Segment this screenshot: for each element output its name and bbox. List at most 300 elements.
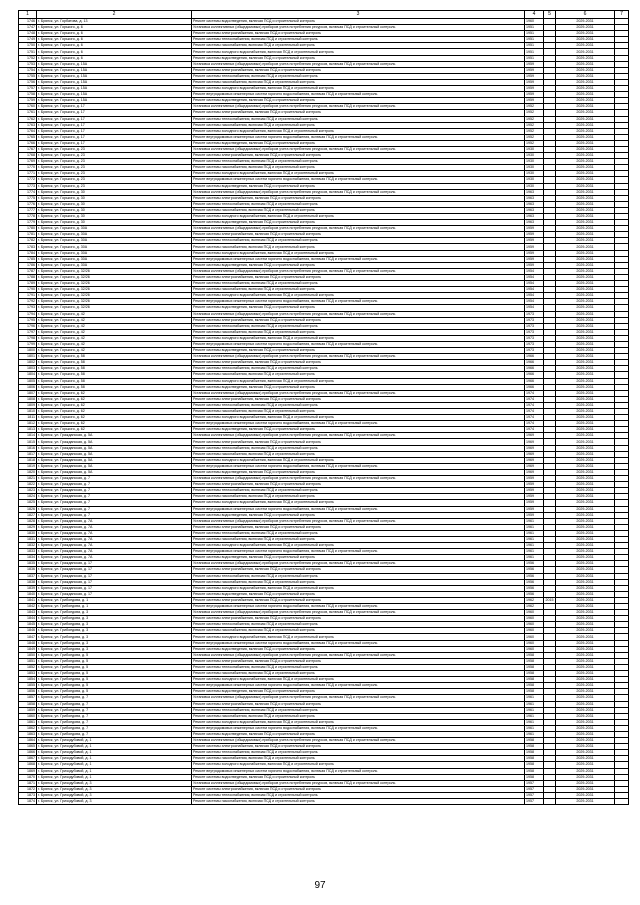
year-built-cell: 1973 bbox=[525, 329, 544, 335]
planned-period-cell: 2029-2031 bbox=[556, 140, 615, 146]
address-cell: г. Брянск, ул. Горького, д. 23 bbox=[37, 171, 192, 177]
address-cell: г. Брянск, ул. Грибоедова, д. 3 bbox=[37, 610, 192, 616]
row-number-cell: 1784 bbox=[19, 250, 37, 256]
planned-period-cell: 2029-2031 bbox=[556, 476, 615, 482]
work-type-cell: Ремонт системы газоснабжения, включая ПСД и строительный контроль bbox=[192, 799, 525, 805]
work-type-cell: Ремонт внутридомовых инженерных систем горячего водоснабжения, включая ПСД и строительный контроль bbox=[192, 463, 525, 469]
planned-period-cell: 2029-2031 bbox=[556, 31, 615, 37]
address-cell: г. Брянск, ул. Горького, д. 32/26 bbox=[37, 305, 192, 311]
row-number-cell: 1827 bbox=[19, 512, 37, 518]
year-built-cell: 1958 bbox=[525, 744, 544, 750]
planned-period-cell: 2029-2031 bbox=[556, 731, 615, 737]
work-type-cell: Установка коллективных (общедомовых) приборов учета потребления ресурсов, включая ПСД и строительный контроль bbox=[192, 146, 525, 152]
planned-period-cell: 2029-2031 bbox=[556, 262, 615, 268]
row-number-cell: 1872 bbox=[19, 786, 37, 792]
planned-period-cell: 2029-2031 bbox=[556, 469, 615, 475]
address-cell: г. Брянск, ул. Горького, д. 30А bbox=[37, 244, 192, 250]
work-type-cell: Ремонт системы теплоснабжения, включая ПСД и строительный контроль bbox=[192, 73, 525, 79]
address-cell: г. Брянск, ул. Гражданская, д. 5А bbox=[37, 451, 192, 457]
planned-period-cell: 2029-2031 bbox=[556, 451, 615, 457]
planned-period-cell: 2029-2031 bbox=[556, 640, 615, 646]
work-type-cell: Ремонт системы холодного водоснабжения, включая ПСД и строительный контроль bbox=[192, 762, 525, 768]
address-cell: г. Брянск, ул. Гражданская, д. 17 bbox=[37, 579, 192, 585]
column-header-6: 6 bbox=[556, 11, 615, 19]
planned-period-cell: 2029-2031 bbox=[556, 482, 615, 488]
planned-period-cell: 2029-2031 bbox=[556, 725, 615, 731]
work-type-cell: Ремонт системы газоснабжения, включая ПСД и строительный контроль bbox=[192, 451, 525, 457]
work-type-cell: Установка коллективных (общедомовых) приборов учета потребления ресурсов, включая ПСД и строительный контроль bbox=[192, 476, 525, 482]
work-type-cell: Ремонт системы газоснабжения, включая ПСД и строительный контроль bbox=[192, 628, 525, 634]
planned-period-cell: 2029-2031 bbox=[556, 98, 615, 104]
year-built-cell: 1956 bbox=[525, 591, 544, 597]
address-cell: г. Брянск, ул. Грибоедова, д. 7 bbox=[37, 695, 192, 701]
year-built-cell: 1959 bbox=[525, 262, 544, 268]
year-built-cell: 1959 bbox=[525, 494, 544, 500]
work-type-cell: Ремонт системы газоснабжения, включая ПСД и строительный контроль bbox=[192, 536, 525, 542]
work-type-cell: Ремонт системы электроснабжения, включая ПСД и строительный контроль bbox=[192, 195, 525, 201]
planned-period-cell: 2029-2031 bbox=[556, 384, 615, 390]
address-cell: г. Брянск, ул. Грибоедова, д. 7 bbox=[37, 719, 192, 725]
work-type-cell: Ремонт системы водоотведения, включая ПСД и строительный контроль bbox=[192, 591, 525, 597]
year-built-cell: 1952 bbox=[525, 128, 544, 134]
address-cell: г. Брянск, ул. Гризодубовой, д. 1 bbox=[37, 768, 192, 774]
work-type-cell: Ремонт системы водоотведения, включая ПСД и строительный контроль bbox=[192, 220, 525, 226]
planned-period-cell: 2029-2031 bbox=[556, 591, 615, 597]
row-number-cell: 1802 bbox=[19, 360, 37, 366]
planned-period-cell: 2029-2031 bbox=[556, 165, 615, 171]
year-built-cell: 1958 bbox=[525, 750, 544, 756]
row-number-cell: 1779 bbox=[19, 220, 37, 226]
address-cell: г. Брянск, ул. Гражданская, д. 7 bbox=[37, 500, 192, 506]
row-number-cell: 1781 bbox=[19, 232, 37, 238]
work-type-cell: Ремонт системы холодного водоснабжения, включая ПСД и строительный контроль bbox=[192, 293, 525, 299]
work-type-cell: Ремонт системы водоотведения, включая ПСД и строительный контроль bbox=[192, 689, 525, 695]
row-number-cell: 1822 bbox=[19, 482, 37, 488]
work-type-cell: Ремонт системы теплоснабжения, включая ПСД и строительный контроль bbox=[192, 664, 525, 670]
row-number-cell: 1849 bbox=[19, 646, 37, 652]
address-cell: г. Брянск, ул. Горького, д. 42 bbox=[37, 317, 192, 323]
address-cell: г. Брянск, ул. Горького, д. 6 bbox=[37, 49, 192, 55]
planned-period-cell: 2029-2031 bbox=[556, 25, 615, 31]
work-type-cell: Ремонт системы теплоснабжения, включая ПСД и строительный контроль bbox=[192, 573, 525, 579]
row-number-cell: 1848 bbox=[19, 640, 37, 646]
planned-period-cell: 2029-2031 bbox=[556, 250, 615, 256]
year-built-cell: 1952 bbox=[525, 104, 544, 110]
year-built-cell: 1969 bbox=[525, 469, 544, 475]
work-type-cell: Ремонт внутридомовых инженерных систем горячего водоснабжения, включая ПСД и строительный контроль bbox=[192, 92, 525, 98]
address-cell: г. Брянск, ул. Гражданская, д. 7А bbox=[37, 530, 192, 536]
year-built-cell: 1961 bbox=[525, 707, 544, 713]
year-built-cell: 1966 bbox=[525, 372, 544, 378]
address-cell: г. Брянск, ул. Гражданская, д. 17 bbox=[37, 591, 192, 597]
year-built-cell: 1966 bbox=[525, 366, 544, 372]
work-type-cell: Установка коллективных (общедомовых) приборов учета потребления ресурсов, включая ПСД и строительный контроль bbox=[192, 610, 525, 616]
work-type-cell: Ремонт системы водоотведения, включая ПСД и строительный контроль bbox=[192, 98, 525, 104]
address-cell: г. Брянск, ул. Горького, д. 17 bbox=[37, 116, 192, 122]
row-number-cell: 1864 bbox=[19, 738, 37, 744]
work-type-cell: Ремонт системы газоснабжения, включая ПСД и строительный контроль bbox=[192, 244, 525, 250]
row-number-cell: 1815 bbox=[19, 439, 37, 445]
row-number-cell: 1789 bbox=[19, 281, 37, 287]
year-built-cell: 1958 bbox=[525, 762, 544, 768]
address-cell: г. Брянск, ул. Горького, д. 15А bbox=[37, 79, 192, 85]
work-type-cell: Ремонт внутридомовых инженерных систем горячего водоснабжения, включая ПСД и строительный контроль bbox=[192, 549, 525, 555]
row-number-cell: 1749 bbox=[19, 37, 37, 43]
work-type-cell: Ремонт системы холодного водоснабжения, включая ПСД и строительный контроль bbox=[192, 378, 525, 384]
work-type-cell: Ремонт внутридомовых инженерных систем горячего водоснабжения, включая ПСД и строительный контроль bbox=[192, 725, 525, 731]
year-built-cell: 1959 bbox=[525, 500, 544, 506]
work-type-cell: Ремонт системы электроснабжения, включая ПСД и строительный контроль bbox=[192, 567, 525, 573]
year-built-cell: 1966 bbox=[525, 354, 544, 360]
work-type-cell: Ремонт внутридомовых инженерных систем горячего водоснабжения, включая ПСД и строительный контроль bbox=[192, 604, 525, 610]
planned-period-cell: 2029-2031 bbox=[556, 116, 615, 122]
row-number-cell: 1782 bbox=[19, 238, 37, 244]
row-number-cell: 1821 bbox=[19, 476, 37, 482]
row-number-cell: 1798 bbox=[19, 335, 37, 341]
year-built-cell: 1961 bbox=[525, 725, 544, 731]
work-type-cell: Ремонт системы газоснабжения, включая ПСД и строительный контроль bbox=[192, 79, 525, 85]
planned-period-cell: 2029-2031 bbox=[556, 622, 615, 628]
address-cell: г. Брянск, ул. Горького, д. 6 bbox=[37, 43, 192, 49]
year-built-cell: 1959 bbox=[525, 250, 544, 256]
year-built-cell: 1956 bbox=[525, 579, 544, 585]
year-built-cell: 1961 bbox=[525, 530, 544, 536]
year-built-cell: 1959 bbox=[525, 86, 544, 92]
address-cell: г. Брянск, ул. Горького, д. 58 bbox=[37, 360, 192, 366]
address-cell: г. Брянск, ул. Грибоедова, д. 3 bbox=[37, 628, 192, 634]
work-type-cell: Установка коллективных (общедомовых) приборов учета потребления ресурсов, включая ПСД и строительный контроль bbox=[192, 738, 525, 744]
row-number-cell: 1823 bbox=[19, 488, 37, 494]
address-cell: г. Брянск, ул. Горького, д. 30 bbox=[37, 195, 192, 201]
row-number-cell: 1860 bbox=[19, 713, 37, 719]
work-type-cell: Ремонт внутридомовых инженерных систем горячего водоснабжения, включая ПСД и строительный контроль bbox=[192, 683, 525, 689]
address-cell: г. Брянск, ул. Гражданская, д. 5А bbox=[37, 433, 192, 439]
work-type-cell: Ремонт системы водоотведения, включая ПСД и строительный контроль bbox=[192, 646, 525, 652]
year-built-cell: 1958 bbox=[525, 768, 544, 774]
row-number-cell: 1830 bbox=[19, 530, 37, 536]
work-type-cell: Ремонт внутридомовых инженерных систем горячего водоснабжения, включая ПСД и строительный контроль bbox=[192, 134, 525, 140]
planned-period-cell: 2029-2031 bbox=[556, 293, 615, 299]
address-cell: г. Брянск, ул. Гризодубовой, д. 1 bbox=[37, 750, 192, 756]
row-number-cell: 1783 bbox=[19, 244, 37, 250]
planned-period-cell: 2029-2031 bbox=[556, 799, 615, 805]
work-type-cell: Ремонт системы водоотведения, включая ПСД и строительный контроль bbox=[192, 469, 525, 475]
row-number-cell: 1851 bbox=[19, 658, 37, 664]
row-number-cell: 1843 bbox=[19, 610, 37, 616]
year-built-cell: 1961 bbox=[525, 536, 544, 542]
year-built-cell: 1957 bbox=[525, 786, 544, 792]
planned-period-cell: 2029-2031 bbox=[556, 256, 615, 262]
work-type-cell: Ремонт системы теплоснабжения, включая ПСД и строительный контроль bbox=[192, 281, 525, 287]
work-type-cell: Установка коллективных (общедомовых) приборов учета потребления ресурсов, включая ПСД и строительный контроль bbox=[192, 104, 525, 110]
year-built-cell: 1954 bbox=[525, 287, 544, 293]
row-number-cell: 1842 bbox=[19, 604, 37, 610]
row-number-cell: 1799 bbox=[19, 341, 37, 347]
row-number-cell: 1847 bbox=[19, 634, 37, 640]
document-sheet bbox=[18, 10, 628, 805]
year-built-cell: 1960 bbox=[525, 640, 544, 646]
year-built-cell: 1957 bbox=[525, 799, 544, 805]
planned-period-cell: 2029-2031 bbox=[556, 159, 615, 165]
planned-period-cell: 2029-2031 bbox=[556, 378, 615, 384]
year-built-cell: 1961 bbox=[525, 731, 544, 737]
row-number-cell: 1846 bbox=[19, 628, 37, 634]
planned-period-cell: 2029-2031 bbox=[556, 750, 615, 756]
column-header-4: 4 bbox=[525, 11, 544, 19]
address-cell: г. Брянск, ул. Горького, д. 6 bbox=[37, 25, 192, 31]
planned-period-cell: 2029-2031 bbox=[556, 335, 615, 341]
year-built-cell: 1958 bbox=[525, 664, 544, 670]
address-cell: г. Брянск, ул. Гражданская, д. 5А bbox=[37, 469, 192, 475]
year-built-cell: 1969 bbox=[525, 433, 544, 439]
year-built-cell: 1973 bbox=[525, 311, 544, 317]
year-built-cell: 1961 bbox=[525, 713, 544, 719]
planned-period-cell: 2029-2031 bbox=[556, 524, 615, 530]
planned-period-cell: 2029-2031 bbox=[556, 67, 615, 73]
row-number-cell: 1767 bbox=[19, 146, 37, 152]
year-built-cell: 1973 bbox=[525, 323, 544, 329]
planned-period-cell: 2029-2031 bbox=[556, 226, 615, 232]
planned-period-cell: 2029-2031 bbox=[556, 360, 615, 366]
row-number-cell: 1773 bbox=[19, 183, 37, 189]
address-cell: г. Брянск, ул. Горького, д. 23 bbox=[37, 153, 192, 159]
column-header-2: 2 bbox=[37, 11, 192, 19]
work-type-cell: Ремонт системы водоотведения, включая ПСД и строительный контроль bbox=[192, 774, 525, 780]
work-type-cell: Ремонт системы газоснабжения, включая ПСД и строительный контроль bbox=[192, 756, 525, 762]
planned-period-cell: 2029-2031 bbox=[556, 610, 615, 616]
planned-period-cell: 2029-2031 bbox=[556, 543, 615, 549]
address-cell: г. Брянск, ул. Грибоедова, д. 7 bbox=[37, 731, 192, 737]
row-number-cell: 1768 bbox=[19, 153, 37, 159]
work-type-cell: Ремонт внутридомовых инженерных систем горячего водоснабжения, включая ПСД и строительный контроль bbox=[192, 341, 525, 347]
work-type-cell: Ремонт системы теплоснабжения, включая ПСД и строительный контроль bbox=[192, 402, 525, 408]
year-built-cell: 1959 bbox=[525, 256, 544, 262]
address-cell: г. Брянск, ул. Грибоедова, д. 1 bbox=[37, 604, 192, 610]
row-number-cell: 1763 bbox=[19, 122, 37, 128]
row-number-cell: 1828 bbox=[19, 518, 37, 524]
address-cell: г. Брянск, ул. Грибоедова, д. 7 bbox=[37, 713, 192, 719]
planned-period-cell: 2029-2031 bbox=[556, 396, 615, 402]
address-cell: г. Брянск, ул. Грибоедова, д. 5 bbox=[37, 652, 192, 658]
row-number-cell: 1780 bbox=[19, 226, 37, 232]
year-built-cell: 1958 bbox=[525, 671, 544, 677]
year-built-cell: 1962 bbox=[525, 597, 544, 603]
address-cell: г. Брянск, ул. Гражданская, д. 7 bbox=[37, 482, 192, 488]
planned-period-cell: 2029-2031 bbox=[556, 628, 615, 634]
row-number-cell: 1817 bbox=[19, 451, 37, 457]
address-cell: г. Брянск, ул. Горького, д. 17 bbox=[37, 134, 192, 140]
work-type-cell: Ремонт системы водоотведения, включая ПСД и строительный контроль bbox=[192, 55, 525, 61]
address-cell: г. Брянск, ул. Грибоедова, д. 1 bbox=[37, 597, 192, 603]
address-cell: г. Брянск, ул. Гражданская, д. 5А bbox=[37, 457, 192, 463]
row-number-cell: 1760 bbox=[19, 104, 37, 110]
work-type-cell: Ремонт системы газоснабжения, включая ПСД и строительный контроль bbox=[192, 165, 525, 171]
address-cell: г. Брянск, ул. Гражданская, д. 7А bbox=[37, 543, 192, 549]
row-number-cell: 1764 bbox=[19, 128, 37, 134]
row-number-cell: 1835 bbox=[19, 561, 37, 567]
work-type-cell: Ремонт системы теплоснабжения, включая ПСД и строительный контроль bbox=[192, 366, 525, 372]
planned-period-cell: 2029-2031 bbox=[556, 92, 615, 98]
planned-period-cell: 2029-2031 bbox=[556, 567, 615, 573]
row-number-cell: 1844 bbox=[19, 616, 37, 622]
year-built-cell: 1930 bbox=[525, 146, 544, 152]
row-number-cell: 1800 bbox=[19, 348, 37, 354]
work-type-cell: Ремонт системы газоснабжения, включая ПСД и строительный контроль bbox=[192, 713, 525, 719]
year-built-cell: 1974 bbox=[525, 390, 544, 396]
work-type-cell: Ремонт системы газоснабжения, включая ПСД и строительный контроль bbox=[192, 43, 525, 49]
planned-period-cell: 2029-2031 bbox=[556, 744, 615, 750]
year-built-cell: 1958 bbox=[525, 774, 544, 780]
address-cell: г. Брянск, ул. Грибоедова, д. 5 bbox=[37, 671, 192, 677]
planned-period-cell: 2029-2031 bbox=[556, 366, 615, 372]
row-number-cell: 1756 bbox=[19, 79, 37, 85]
address-cell: г. Брянск, ул. Гризодубовой, д. 3 bbox=[37, 780, 192, 786]
address-cell: г. Брянск, ул. Горького, д. 32/26 bbox=[37, 281, 192, 287]
work-type-cell: Ремонт системы теплоснабжения, включая ПСД и строительный контроль bbox=[192, 750, 525, 756]
planned-period-cell: 2029-2031 bbox=[556, 79, 615, 85]
planned-period-cell: 2029-2031 bbox=[556, 719, 615, 725]
planned-period-cell: 2029-2031 bbox=[556, 146, 615, 152]
planned-period-cell: 2029-2031 bbox=[556, 61, 615, 67]
year-built-cell: 1963 bbox=[525, 195, 544, 201]
year-built-cell: 1959 bbox=[525, 67, 544, 73]
row-number-cell: 1772 bbox=[19, 177, 37, 183]
address-cell: г. Брянск, ул. Гризодубовой, д. 1 bbox=[37, 756, 192, 762]
work-type-cell: Ремонт системы холодного водоснабжения, включая ПСД и строительный контроль bbox=[192, 543, 525, 549]
planned-period-cell: 2029-2031 bbox=[556, 500, 615, 506]
table-row bbox=[19, 799, 629, 805]
work-type-cell: Ремонт системы электроснабжения, включая ПСД и строительный контроль bbox=[192, 616, 525, 622]
address-cell: г. Брянск, ул. Горького, д. 30 bbox=[37, 214, 192, 220]
planned-period-cell: 2029-2031 bbox=[556, 220, 615, 226]
address-cell: г. Брянск, ул. Грибоедова, д. 7 bbox=[37, 707, 192, 713]
year-built-cell: 1959 bbox=[525, 232, 544, 238]
row-number-cell: 1796 bbox=[19, 323, 37, 329]
row-number-cell: 1834 bbox=[19, 555, 37, 561]
work-type-cell: Ремонт системы теплоснабжения, включая ПСД и строительный контроль bbox=[192, 792, 525, 798]
year-built-cell: 1958 bbox=[525, 756, 544, 762]
planned-period-cell: 2029-2031 bbox=[556, 518, 615, 524]
row-number-cell: 1765 bbox=[19, 134, 37, 140]
work-type-cell: Ремонт системы теплоснабжения, включая ПСД и строительный контроль bbox=[192, 37, 525, 43]
year-built-cell: 1974 bbox=[525, 409, 544, 415]
planned-period-cell: 2029-2031 bbox=[556, 573, 615, 579]
planned-period-cell: 2029-2031 bbox=[556, 415, 615, 421]
address-cell: г. Брянск, ул. Гризодубовой, д. 3 bbox=[37, 786, 192, 792]
address-cell: г. Брянск, ул. Горького, д. 32/26 bbox=[37, 268, 192, 274]
year-built-cell: 1952 bbox=[525, 134, 544, 140]
year-built-cell: 1954 bbox=[525, 299, 544, 305]
year-built-cell: 1951 bbox=[525, 43, 544, 49]
address-cell: г. Брянск, ул. Горького, д. 58 bbox=[37, 372, 192, 378]
planned-period-cell: 2029-2031 bbox=[556, 238, 615, 244]
year-built-cell: 1974 bbox=[525, 427, 544, 433]
address-cell: г. Брянск, ул. Гражданская, д. 17 bbox=[37, 567, 192, 573]
address-cell: г. Брянск, ул. Грибоедова, д. 5 bbox=[37, 683, 192, 689]
work-type-cell: Ремонт системы газоснабжения, включая ПСД и строительный контроль bbox=[192, 329, 525, 335]
year-built-cell: 1959 bbox=[525, 226, 544, 232]
year-built-cell: 1956 bbox=[525, 573, 544, 579]
planned-period-cell: 2029-2031 bbox=[556, 512, 615, 518]
note-cell bbox=[615, 799, 629, 805]
work-type-cell: Ремонт системы электроснабжения, включая ПСД и строительный контроль bbox=[192, 31, 525, 37]
year-built-cell: 1973 bbox=[525, 317, 544, 323]
work-type-cell: Ремонт системы водоотведения, включая ПСД и строительный контроль bbox=[192, 348, 525, 354]
row-number-cell: 1812 bbox=[19, 421, 37, 427]
year-built-cell: 1960 bbox=[525, 622, 544, 628]
work-type-cell: Установка коллективных (общедомовых) приборов учета потребления ресурсов, включая ПСД и строительный контроль bbox=[192, 518, 525, 524]
row-number-cell: 1873 bbox=[19, 792, 37, 798]
row-number-cell: 1759 bbox=[19, 98, 37, 104]
planned-period-cell: 2029-2031 bbox=[556, 634, 615, 640]
year-built-cell: 1974 bbox=[525, 396, 544, 402]
address-cell: г. Брянск, ул. Горького, д. 15А bbox=[37, 73, 192, 79]
year-built-cell: 1956 bbox=[525, 585, 544, 591]
work-type-cell: Ремонт системы теплоснабжения, включая ПСД и строительный контроль bbox=[192, 445, 525, 451]
year-built-cell: 1963 bbox=[525, 207, 544, 213]
planned-period-cell: 2029-2031 bbox=[556, 677, 615, 683]
row-number-cell: 1794 bbox=[19, 311, 37, 317]
address-cell: г. Брянск, ул. Горького, д. 30А bbox=[37, 256, 192, 262]
row-number-cell: 1753 bbox=[19, 61, 37, 67]
work-type-cell: Ремонт системы водоотведения, включая ПСД и строительный контроль bbox=[192, 555, 525, 561]
row-number-cell: 1774 bbox=[19, 189, 37, 195]
planned-period-cell: 2029-2031 bbox=[556, 244, 615, 250]
work-type-cell: Ремонт системы холодного водоснабжения, включая ПСД и строительный контроль bbox=[192, 585, 525, 591]
planned-period-cell: 2029-2031 bbox=[556, 433, 615, 439]
row-number-cell: 1866 bbox=[19, 750, 37, 756]
address-cell: г. Брянск, ул. Гражданская, д. 7 bbox=[37, 488, 192, 494]
planned-period-cell: 2029-2031 bbox=[556, 214, 615, 220]
work-type-cell: Ремонт системы электроснабжения, включая ПСД и строительный контроль bbox=[192, 232, 525, 238]
year-built-cell: 1954 bbox=[525, 293, 544, 299]
planned-period-cell: 2029-2031 bbox=[556, 792, 615, 798]
address-cell: г. Брянск, ул. Горького, д. 17 bbox=[37, 104, 192, 110]
work-type-cell: Ремонт системы электроснабжения, включая ПСД и строительный контроль bbox=[192, 744, 525, 750]
planned-period-cell: 2029-2031 bbox=[556, 762, 615, 768]
work-type-cell: Установка коллективных (общедомовых) приборов учета потребления ресурсов, включая ПСД и строительный контроль bbox=[192, 189, 525, 195]
planned-period-cell: 2029-2031 bbox=[556, 579, 615, 585]
address-cell: г. Брянск, ул. Горького, д. 30 bbox=[37, 207, 192, 213]
address-cell: г. Брянск, ул. Гражданская, д. 7А bbox=[37, 518, 192, 524]
address-cell: г. Брянск, ул. Горького, д. 42 bbox=[37, 341, 192, 347]
planned-period-cell: 2029-2031 bbox=[556, 494, 615, 500]
row-number-cell: 1839 bbox=[19, 585, 37, 591]
planned-period-cell: 2029-2031 bbox=[556, 652, 615, 658]
planned-period-cell: 2029-2031 bbox=[556, 646, 615, 652]
planned-period-cell: 2029-2031 bbox=[556, 299, 615, 305]
planned-period-cell: 2029-2031 bbox=[556, 177, 615, 183]
address-cell: г. Брянск, ул. Грибоедова, д. 7 bbox=[37, 725, 192, 731]
work-type-cell: Ремонт внутридомовых инженерных систем горячего водоснабжения, включая ПСД и строительный контроль bbox=[192, 299, 525, 305]
row-number-cell: 1870 bbox=[19, 774, 37, 780]
work-type-cell: Ремонт внутридомовых инженерных систем горячего водоснабжения, включая ПСД и строительный контроль bbox=[192, 768, 525, 774]
work-type-cell: Ремонт системы холодного водоснабжения, включая ПСД и строительный контроль bbox=[192, 49, 525, 55]
planned-period-cell: 2029-2031 bbox=[556, 372, 615, 378]
address-cell: г. Брянск, ул. Грибоедова, д. 3 bbox=[37, 646, 192, 652]
year-built-cell: 1961 bbox=[525, 524, 544, 530]
work-type-cell: Ремонт системы электроснабжения, включая ПСД и строительный контроль bbox=[192, 439, 525, 445]
year-built-cell: 1969 bbox=[525, 445, 544, 451]
address-cell: г. Брянск, ул. Горького, д. 17 bbox=[37, 140, 192, 146]
year-built-cell: 1963 bbox=[525, 189, 544, 195]
address-cell: г. Брянск, ул. Горького, д. 62 bbox=[37, 409, 192, 415]
year-built-cell: 1952 bbox=[525, 140, 544, 146]
planned-period-cell: 2029-2031 bbox=[556, 738, 615, 744]
work-type-cell: Установка коллективных (общедомовых) приборов учета потребления ресурсов, включая ПСД и строительный контроль bbox=[192, 25, 525, 31]
row-number-cell: 1833 bbox=[19, 549, 37, 555]
row-number-cell: 1748 bbox=[19, 31, 37, 37]
